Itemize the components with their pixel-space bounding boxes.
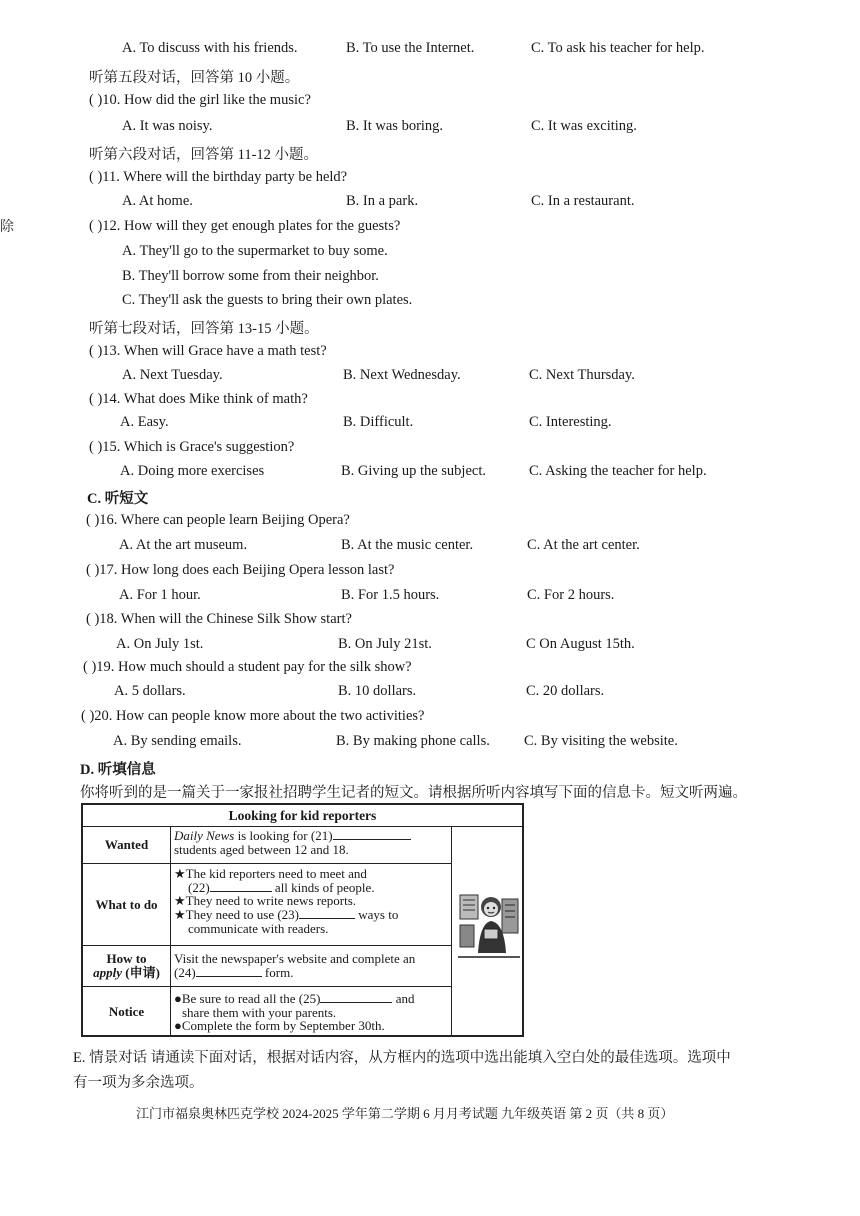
margin-mark: 除	[0, 220, 14, 235]
card-text: is looking for (21)	[234, 828, 333, 843]
card-text-wanted	[174, 829, 447, 856]
text-line: A. At home.	[122, 193, 193, 209]
text-line: ( )17. How long does each Beijing Opera lesson last?	[86, 562, 395, 578]
text-line: B. It was boring.	[346, 118, 444, 134]
section-e-line2: 有一项为多余选项。	[73, 1075, 204, 1091]
card-text: all kinds of people.	[271, 879, 375, 895]
text-line: C. For 2 hours.	[527, 587, 615, 603]
text-line: A. They'll go to the supermarket to buy some.	[122, 243, 388, 259]
text-line: B. Difficult.	[343, 414, 414, 430]
text-line: A. Next Tuesday.	[122, 367, 223, 383]
card-label-text: How to	[106, 951, 147, 967]
card-text: share them with your parents.	[182, 1004, 337, 1020]
text-line: C. 20 dollars.	[526, 683, 605, 699]
text-line: A. Easy.	[120, 414, 169, 430]
text-line: ( )11. Where will the birthday party be held?	[89, 169, 348, 185]
text-line: D. 听填信息	[80, 762, 156, 778]
text-line: 听第七段对话，回答第 13-15 小题。	[89, 321, 319, 337]
text-line: ( )13. When will Grace have a math test?	[89, 343, 327, 359]
text-line: A. By sending emails.	[113, 733, 242, 749]
text-line: C. By visiting the website.	[524, 733, 678, 749]
text-line: A. At the art museum.	[119, 537, 248, 553]
blank-25[interactable]	[320, 1002, 392, 1003]
card-text-notice	[174, 992, 447, 1033]
blank-23[interactable]	[299, 918, 355, 919]
text-line: ( )19. How much should a student pay for the silk show?	[83, 659, 412, 675]
text-line: B. On July 21st.	[338, 636, 432, 652]
text-line: C. At the art center.	[527, 537, 640, 553]
page-footer: 江门市福泉奥林匹克学校 2024-2025 学年第二学期 6 月月考试题 九年级英语 第 2 页（共 8 页）	[136, 1106, 674, 1121]
text-line: B. Giving up the subject.	[341, 463, 486, 479]
text-line: C. They'll ask the guests to bring their own plates.	[122, 292, 413, 308]
card-text: communicate with readers.	[188, 920, 329, 936]
text-line: A. For 1 hour.	[119, 587, 201, 603]
newspaper-name: Daily News	[174, 828, 235, 843]
text-line: A. It was noisy.	[122, 118, 213, 134]
card-label-text: apply	[93, 965, 122, 980]
card-text: ways to	[355, 906, 399, 922]
text-line: ( )12. How will they get enough plates for the guests?	[89, 218, 401, 234]
text-line: A. To discuss with his friends.	[122, 40, 298, 56]
text-line: C. It was exciting.	[531, 118, 637, 134]
text-line: 你将听到的是一篇关于一家报社招聘学生记者的短文。请根据所听内容填写下面的信息卡。短文听两遍。	[80, 785, 747, 801]
card-label-how-to-apply	[83, 946, 171, 986]
text-line: C On August 15th.	[526, 636, 635, 652]
card-text: ●Be sure to read all the (25)	[174, 991, 321, 1006]
text-line: B. At the music center.	[341, 537, 474, 553]
card-text: ★The kid reporters need to meet and	[174, 866, 367, 881]
reporter-illustration	[458, 891, 520, 961]
text-line: B. Next Wednesday.	[343, 367, 461, 383]
card-text: form.	[261, 964, 294, 980]
text-line: C. In a restaurant.	[531, 193, 635, 209]
text-line: ( )15. Which is Grace's suggestion?	[89, 439, 295, 455]
text-line: C. Asking the teacher for help.	[529, 463, 707, 479]
text-line: ( )20. How can people know more about the two activities?	[81, 708, 425, 724]
card-text-how-to-apply	[174, 952, 447, 979]
card-row-how-to-apply	[83, 946, 451, 987]
blank-22[interactable]	[210, 891, 272, 892]
card-text: (22)	[188, 879, 210, 895]
section-e-line1: E. 情景对话 请通读下面对话，根据对话内容，从方框内的选项中选出能填入空白处的最佳选项。选项中	[73, 1050, 731, 1066]
card-title: Looking for kid reporters	[83, 805, 522, 827]
text-line: ( )18. When will the Chinese Silk Show start?	[86, 611, 352, 627]
card-text-what-to-do	[174, 867, 447, 935]
text-line: C. To ask his teacher for help.	[531, 40, 705, 56]
text-line: C. 听短文	[87, 491, 149, 507]
text-line: B. They'll borrow some from their neighbor.	[122, 268, 379, 284]
card-label-wanted: Wanted	[83, 826, 171, 863]
card-text: students aged between 12 and 18.	[174, 841, 349, 857]
text-line: A. 5 dollars.	[114, 683, 186, 699]
card-label-what-to-do: What to do	[83, 864, 171, 945]
text-line: C. Next Thursday.	[529, 367, 635, 383]
blank-24[interactable]	[196, 976, 262, 977]
card-row-notice	[83, 987, 451, 1037]
reporter-illustration-cell	[451, 826, 522, 1035]
text-line: B. To use the Internet.	[346, 40, 475, 56]
text-line: ( )10. How did the girl like the music?	[89, 92, 311, 108]
card-text: ★They need to use (23)	[174, 906, 300, 922]
card-text: (24)	[174, 964, 196, 980]
blank-21[interactable]	[333, 839, 411, 840]
text-line: ( )16. Where can people learn Beijing Opera?	[86, 512, 350, 528]
card-text: Visit the newspaper's website and complete an	[174, 951, 416, 966]
text-line: B. For 1.5 hours.	[341, 587, 440, 603]
card-text: ●Complete the form by September 30th.	[174, 1018, 385, 1034]
text-line: B. In a park.	[346, 193, 419, 209]
card-row-wanted	[83, 826, 451, 864]
text-line: A. On July 1st.	[116, 636, 204, 652]
text-line: C. Interesting.	[529, 414, 612, 430]
card-row-what-to-do	[83, 864, 451, 946]
text-line: 听第五段对话，回答第 10 小题。	[89, 70, 300, 86]
card-label-notice: Notice	[83, 987, 171, 1037]
text-line: ( )14. What does Mike think of math?	[89, 391, 308, 407]
card-text: and	[392, 991, 415, 1006]
text-line: 听第六段对话，回答第 11-12 小题。	[89, 147, 319, 163]
text-line: B. By making phone calls.	[336, 733, 490, 749]
card-label-text: (申请)	[121, 965, 160, 980]
text-line: A. Doing more exercises	[120, 463, 265, 479]
info-card	[81, 803, 524, 1037]
card-text: ★They need to write news reports.	[174, 893, 357, 909]
text-line: B. 10 dollars.	[338, 683, 417, 699]
